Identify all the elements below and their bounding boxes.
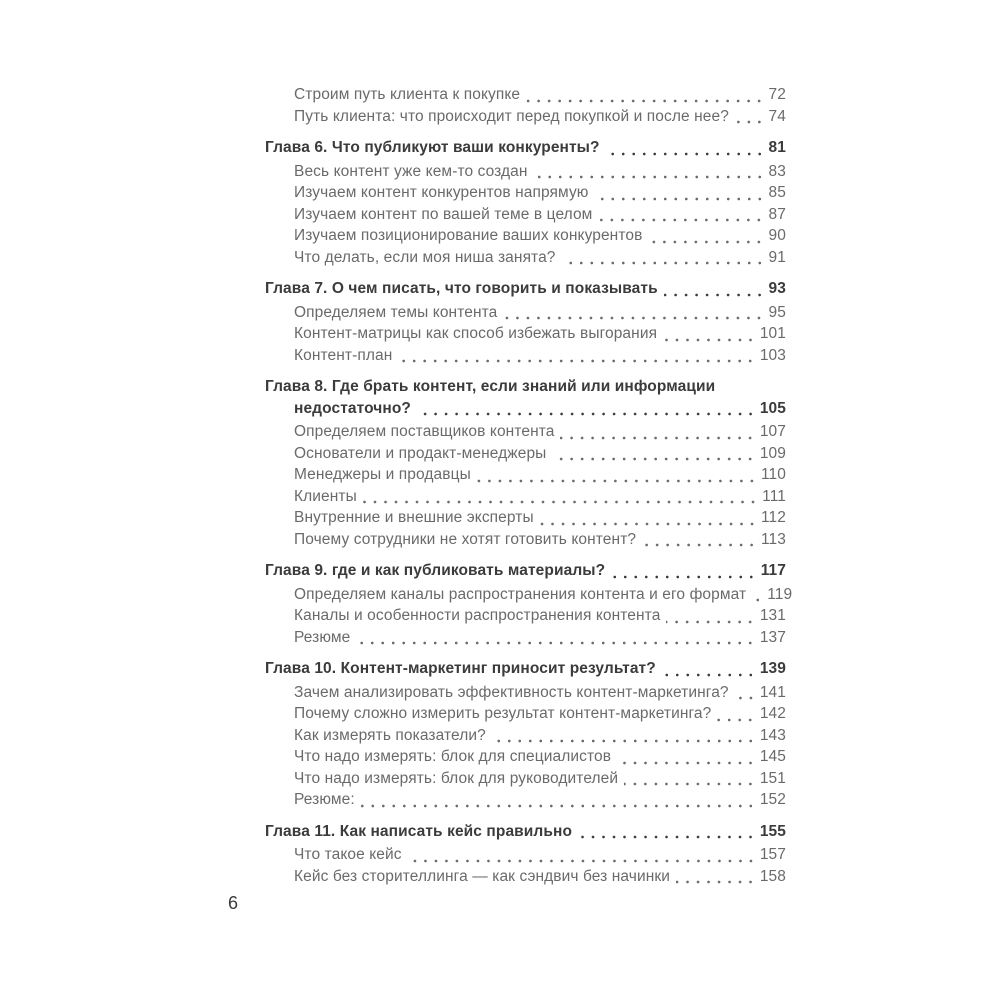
chapter-title: Глава 7. О чем писать, что говорить и показывать	[265, 280, 658, 297]
toc-entry	[265, 605, 786, 627]
dot-leader	[356, 627, 756, 649]
dot-leader	[534, 161, 766, 183]
toc-entry	[265, 584, 793, 606]
toc-entry	[265, 703, 786, 725]
chapter-heading	[265, 376, 786, 419]
toc-entry-page: 85	[768, 184, 786, 201]
toc-entry-page: 145	[759, 748, 786, 765]
toc-entry-page: 109	[759, 444, 786, 462]
chapter-title: Глава 6. Что публикуют ваши конкуренты?	[265, 139, 600, 156]
toc-entry-title: Резюме	[294, 628, 351, 646]
toc-section	[265, 278, 786, 366]
toc-entry-page: 112	[760, 509, 786, 526]
dot-leader	[595, 182, 766, 204]
toc-entry-title: Почему сотрудники не хотят готовить контент?	[294, 530, 637, 548]
toc-entry	[265, 182, 786, 204]
toc-entry-title: Зачем анализировать эффективность контент-маркетинга?	[294, 683, 729, 701]
toc-entry	[265, 789, 786, 811]
chapter-heading-row	[265, 821, 786, 843]
chapter-heading-row	[265, 560, 786, 582]
chapter-heading	[265, 821, 786, 843]
dot-leader	[648, 225, 765, 247]
toc-entry-page: 72	[768, 86, 786, 103]
chapter-page-number: 81	[768, 139, 786, 156]
toc-entry-page: 141	[759, 683, 786, 701]
toc-entry-title: Контент-план	[294, 346, 393, 364]
dot-leader	[598, 204, 765, 226]
toc-entry-page: 143	[759, 726, 786, 744]
dot-leader	[503, 302, 765, 324]
toc-section	[265, 84, 786, 127]
dot-leader	[735, 106, 766, 128]
dot-leader	[562, 247, 766, 269]
dot-leader	[676, 866, 757, 888]
chapter-heading-line2	[265, 398, 786, 420]
toc-entry-page: 87	[768, 205, 786, 223]
toc-entry-title: Изучаем позиционирование ваших конкурентов	[294, 227, 643, 244]
dot-leader	[540, 507, 758, 529]
page-number: 6	[228, 893, 239, 913]
toc-entry-page: 74	[768, 107, 786, 125]
dot-leader	[492, 725, 757, 747]
toc-entry-title: Контент-матрицы как способ избежать выгорания	[294, 325, 658, 342]
toc-entry-page: 152	[759, 791, 786, 808]
chapter-title-continued: недостаточно?	[294, 399, 411, 417]
toc-entry-title: Путь клиента: что происходит перед покупкой и после нее?	[294, 107, 729, 125]
toc-entry	[265, 84, 786, 106]
chapter-heading-row	[265, 658, 786, 680]
chapter-heading	[265, 658, 786, 680]
dot-leader	[477, 464, 758, 486]
toc-entry	[265, 844, 786, 866]
toc-entry	[265, 725, 786, 747]
chapter-heading	[265, 137, 786, 159]
toc-entry-title: Определяем поставщиков контента	[294, 423, 555, 440]
toc-entry-page: 142	[759, 705, 786, 722]
chapter-heading-row	[265, 278, 786, 300]
toc-section	[265, 137, 786, 268]
dot-leader	[717, 703, 756, 725]
chapter-page-number: 139	[759, 660, 786, 677]
chapter-page-number: 117	[760, 562, 786, 579]
toc-entry	[265, 768, 786, 790]
toc-entry-title: Внутренние и внешние эксперты	[294, 509, 534, 526]
dot-leader	[735, 682, 757, 704]
toc-entry	[265, 746, 786, 768]
dot-leader	[606, 137, 766, 159]
toc-entry	[265, 161, 786, 183]
toc-entry-page: 110	[760, 466, 786, 483]
toc-entry	[265, 486, 786, 508]
toc-entry	[265, 529, 786, 551]
toc-entry	[265, 507, 786, 529]
dot-leader	[664, 278, 766, 300]
toc-entry	[265, 225, 786, 247]
dot-leader	[398, 345, 756, 367]
toc-entry	[265, 204, 786, 226]
toc-entry-page: 95	[768, 303, 786, 321]
toc-entry-title: Каналы и особенности распространения контента	[294, 607, 661, 624]
toc-entry	[265, 247, 786, 269]
toc-entry	[265, 345, 786, 367]
toc-entry-title: Менеджеры и продавцы	[294, 466, 471, 483]
dot-leader	[361, 789, 757, 811]
toc-entry-page: 103	[759, 346, 786, 364]
dot-leader	[408, 844, 757, 866]
dot-leader	[417, 398, 757, 420]
dot-leader	[611, 560, 758, 582]
toc-entry-page: 119	[767, 585, 793, 603]
chapter-heading	[265, 278, 786, 300]
toc-entry	[265, 323, 786, 345]
toc-entry-page: 131	[759, 607, 786, 624]
toc-entry-page: 137	[759, 628, 786, 646]
toc-entry-page: 101	[759, 325, 786, 342]
toc-entry-page: 90	[768, 227, 786, 244]
toc-entry-title: Изучаем контент конкурентов напрямую	[294, 184, 589, 201]
chapter-page-number: 105	[759, 399, 786, 417]
dot-leader	[552, 443, 756, 465]
toc-entry-page: 158	[759, 867, 786, 885]
toc-entry-title: Что такое кейс	[294, 846, 402, 863]
toc-entry-title: Резюме:	[294, 791, 355, 808]
toc-entry-page: 107	[759, 423, 786, 440]
dot-leader	[578, 821, 757, 843]
dot-leader	[663, 323, 757, 345]
toc-entry-title: Строим путь клиента к покупке	[294, 86, 521, 103]
dot-leader	[642, 529, 758, 551]
toc-entry-page: 111	[762, 487, 786, 505]
chapter-title: Глава 9. где и как публиковать материалы?	[265, 562, 606, 579]
toc-section	[265, 560, 793, 648]
toc-entry	[265, 106, 786, 128]
chapter-heading-row	[265, 137, 786, 159]
dot-leader	[662, 658, 757, 680]
toc-entry	[265, 302, 786, 324]
chapter-heading	[265, 560, 786, 582]
toc-entry-title: Основатели и продакт-менеджеры	[294, 444, 547, 462]
toc-entry-title: Изучаем контент по вашей теме в целом	[294, 205, 593, 223]
toc-entry-title: Что делать, если моя ниша занята?	[294, 248, 556, 266]
chapter-title: Глава 10. Контент-маркетинг приносит результат?	[265, 660, 656, 677]
toc-entry-title: Определяем каналы распространения контента и его формат	[294, 585, 747, 603]
toc-entry	[265, 866, 786, 888]
toc-entry	[265, 464, 786, 486]
dot-leader	[617, 746, 757, 768]
toc-entry	[265, 443, 786, 465]
toc-entry-title: Как измерять показатели?	[294, 726, 486, 744]
toc-entry-page: 113	[760, 530, 786, 548]
dot-leader	[363, 486, 759, 508]
toc-entry-page: 157	[759, 846, 786, 863]
chapter-heading-line1	[265, 376, 786, 398]
toc-entry-title: Что надо измерять: блок для специалистов	[294, 748, 612, 765]
dot-leader	[526, 84, 765, 106]
chapter-title: Глава 8. Где брать контент, если знаний или информации	[265, 378, 716, 395]
toc-entry	[265, 421, 786, 443]
dot-leader	[666, 605, 756, 627]
toc-section	[265, 658, 786, 811]
toc-entry-page: 91	[768, 248, 786, 266]
toc-entry	[265, 682, 786, 704]
toc-entry-title: Почему сложно измерить результат контент-маркетинга?	[294, 705, 712, 722]
toc-section	[265, 821, 786, 888]
toc-entry-title: Что надо измерять: блок для руководителей	[294, 769, 619, 787]
toc-entry-title: Кейс без сторителлинга — как сэндвич без начинки	[294, 867, 671, 885]
toc-entry-title: Определяем темы контента	[294, 303, 498, 321]
dot-leader	[560, 421, 756, 443]
toc	[265, 84, 793, 887]
chapter-title: Глава 11. Как написать кейс правильно	[265, 822, 573, 840]
toc-section	[265, 376, 786, 550]
toc-entry-page: 151	[759, 769, 786, 787]
dot-leader	[752, 584, 764, 606]
chapter-page-number: 93	[768, 280, 786, 297]
toc-entry-title: Клиенты	[294, 487, 357, 505]
toc-entry-title: Весь контент уже кем-то создан	[294, 162, 528, 180]
toc-entry-page: 83	[768, 162, 786, 180]
chapter-page-number: 155	[759, 822, 786, 840]
toc-entry	[265, 627, 786, 649]
dot-leader	[624, 768, 757, 790]
